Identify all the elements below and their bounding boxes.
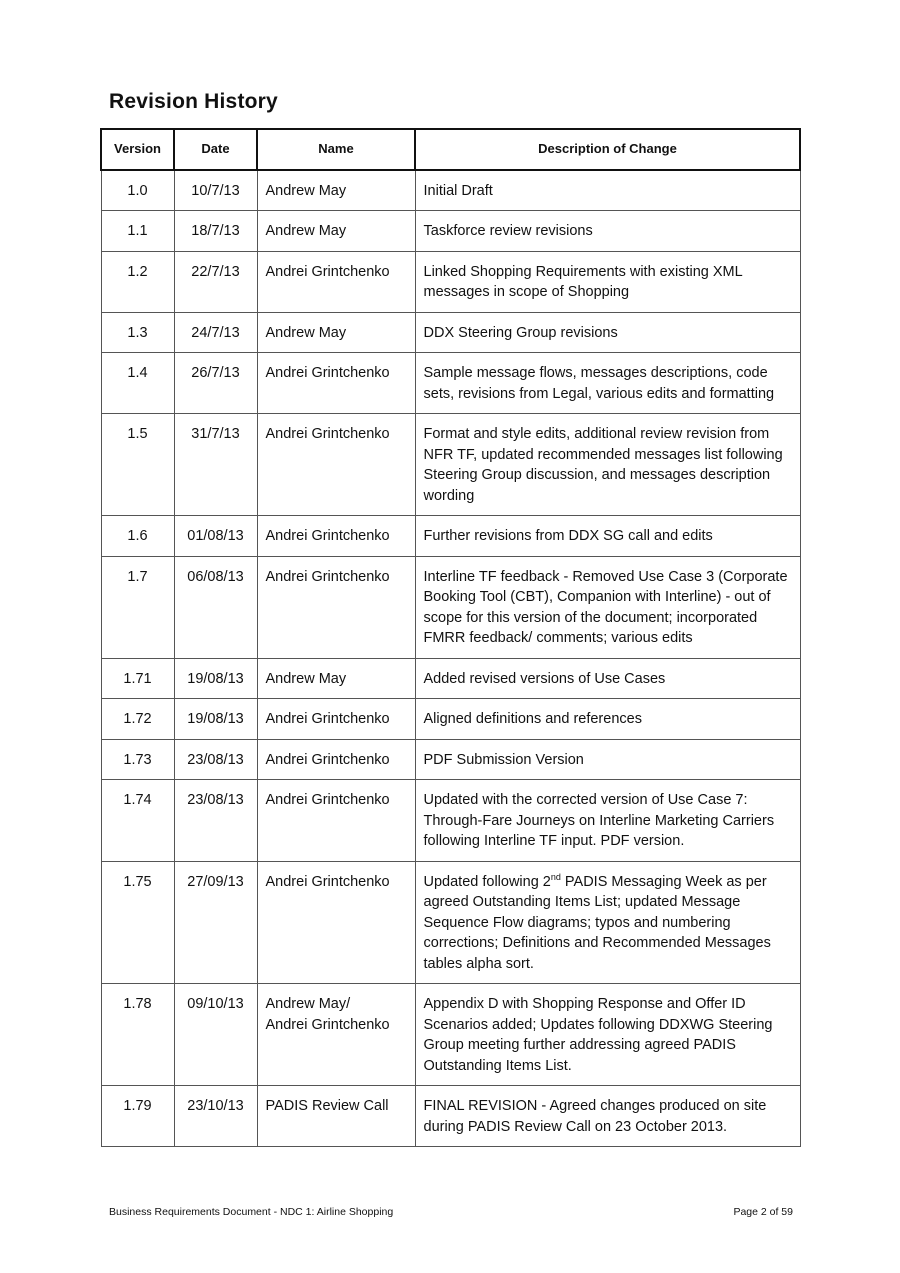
description-cell: PDF Submission Version: [415, 739, 800, 780]
name-cell: Andrei Grintchenko: [257, 739, 415, 780]
date-cell: 18/7/13: [174, 211, 257, 252]
table-row: [101, 658, 800, 699]
name-line-2: Andrei Grintchenko: [265, 1016, 390, 1033]
revision-history-table: [100, 128, 801, 1147]
name-line-1: Andrew May/: [265, 996, 351, 1012]
date-cell: 10/7/13: [174, 170, 257, 211]
table-row: [101, 516, 800, 557]
date-cell: 09/10/13: [174, 984, 257, 1086]
name-cell: Andrew May: [257, 658, 415, 699]
name-cell: Andrei Grintchenko: [257, 780, 415, 862]
description-cell: DDX Steering Group revisions: [415, 312, 800, 353]
table-header-row: [101, 129, 800, 170]
version-cell: 1.72: [101, 699, 174, 740]
version-cell: 1.5: [101, 414, 174, 516]
date-cell: 26/7/13: [174, 353, 257, 414]
table-row: [101, 312, 800, 353]
version-cell: 1.3: [101, 312, 174, 353]
name-cell: Andrew May: [257, 211, 415, 252]
table-row: [101, 739, 800, 780]
name-cell: [257, 984, 415, 1086]
name-cell: Andrew May: [257, 312, 415, 353]
name-cell: Andrei Grintchenko: [257, 516, 415, 557]
description-cell: FINAL REVISION - Agreed changes produced on site during PADIS Review Call on 23 October 2013.: [415, 1086, 800, 1147]
description-cell: [415, 861, 800, 984]
version-cell: 1.2: [101, 251, 174, 312]
name-cell: Andrei Grintchenko: [257, 251, 415, 312]
description-cell: Aligned definitions and references: [415, 699, 800, 740]
version-cell: 1.1: [101, 211, 174, 252]
name-cell: PADIS Review Call: [257, 1086, 415, 1147]
version-cell: 1.71: [101, 658, 174, 699]
table-row: [101, 170, 800, 211]
table-row: [101, 1086, 800, 1147]
date-cell: 01/08/13: [174, 516, 257, 557]
description-cell: Initial Draft: [415, 170, 800, 211]
version-cell: 1.4: [101, 353, 174, 414]
table-row: [101, 556, 800, 658]
column-header-name: Name: [257, 129, 415, 170]
date-cell: 22/7/13: [174, 251, 257, 312]
version-cell: 1.79: [101, 1086, 174, 1147]
column-header-description: Description of Change: [415, 129, 800, 170]
ordinal-superscript: nd: [550, 871, 561, 882]
name-cell: Andrei Grintchenko: [257, 699, 415, 740]
column-header-version: Version: [101, 129, 174, 170]
description-text-start: Updated following 2: [423, 873, 551, 890]
name-cell: Andrei Grintchenko: [257, 353, 415, 414]
version-cell: 1.6: [101, 516, 174, 557]
date-cell: 31/7/13: [174, 414, 257, 516]
version-cell: 1.73: [101, 739, 174, 780]
table-row: [101, 861, 800, 984]
description-cell: Appendix D with Shopping Response and Offer ID Scenarios added; Updates following DDXWG Steering Group meeting further addressing agreed PADIS Outstanding Items List.: [415, 984, 800, 1086]
date-cell: 19/08/13: [174, 699, 257, 740]
footer-document-title: Business Requirements Document - NDC 1: Airline Shopping: [109, 1206, 394, 1218]
description-cell: Updated with the corrected version of Use Case 7: Through-Fare Journeys on Interline Marketing Carriers following Interline TF input. PDF version.: [415, 780, 800, 862]
description-cell: Interline TF feedback - Removed Use Case 3 (Corporate Booking Tool (CBT), Companion with Interline) - out of scope for this version of the document; incorporated FMRR feedback/ comments; various edits: [415, 556, 800, 658]
date-cell: 06/08/13: [174, 556, 257, 658]
version-cell: 1.7: [101, 556, 174, 658]
table-row: [101, 211, 800, 252]
table-row: [101, 780, 800, 862]
version-cell: 1.74: [101, 780, 174, 862]
page-title: Revision History: [109, 90, 278, 113]
name-cell: Andrei Grintchenko: [257, 861, 415, 984]
footer-page-number: Page 2 of 59: [733, 1206, 793, 1218]
version-cell: 1.75: [101, 861, 174, 984]
name-cell: Andrei Grintchenko: [257, 414, 415, 516]
table-row: [101, 353, 800, 414]
date-cell: 23/10/13: [174, 1086, 257, 1147]
table-row: [101, 251, 800, 312]
description-cell: Format and style edits, additional review revision from NFR TF, updated recommended messages list following Steering Group discussion, and messages description wording: [415, 414, 800, 516]
description-cell: Sample message flows, messages descriptions, code sets, revisions from Legal, various edits and formatting: [415, 353, 800, 414]
column-header-date: Date: [174, 129, 257, 170]
name-cell: Andrew May: [257, 170, 415, 211]
description-cell: Taskforce review revisions: [415, 211, 800, 252]
version-cell: 1.0: [101, 170, 174, 211]
table-row: [101, 984, 800, 1086]
table-row: [101, 414, 800, 516]
description-cell: Linked Shopping Requirements with existing XML messages in scope of Shopping: [415, 251, 800, 312]
date-cell: 24/7/13: [174, 312, 257, 353]
date-cell: 23/08/13: [174, 739, 257, 780]
description-cell: Added revised versions of Use Cases: [415, 658, 800, 699]
description-cell: Further revisions from DDX SG call and edits: [415, 516, 800, 557]
date-cell: 19/08/13: [174, 658, 257, 699]
date-cell: 23/08/13: [174, 780, 257, 862]
name-cell: Andrei Grintchenko: [257, 556, 415, 658]
table-row: [101, 699, 800, 740]
date-cell: 27/09/13: [174, 861, 257, 984]
description-text-rest: PADIS Messaging Week as per agreed Outstanding Items List; updated Message Sequence Flow diagrams; typos and numbering corrections; Definitions and Recommended Messages tables alpha sort.: [423, 873, 771, 972]
version-cell: 1.78: [101, 984, 174, 1086]
